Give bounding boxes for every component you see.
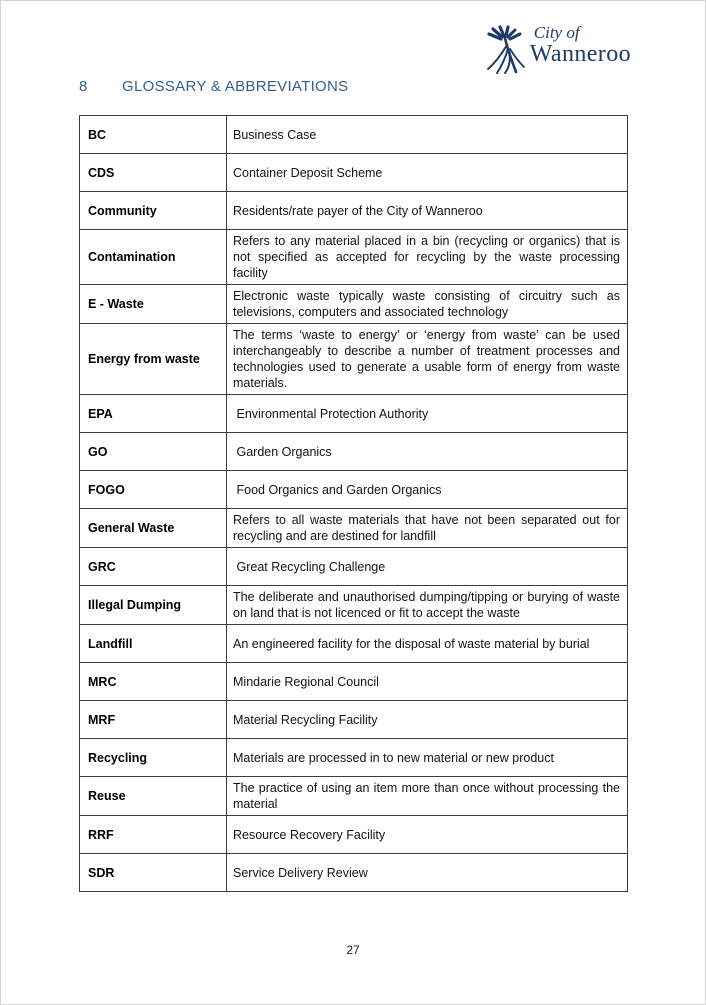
glossary-row bbox=[80, 509, 628, 548]
kangaroo-paw-icon bbox=[485, 25, 525, 74]
definition-cell: Service Delivery Review bbox=[227, 854, 628, 892]
glossary-row bbox=[80, 433, 628, 471]
definition-cell: Refers to any material placed in a bin (recycling or organics) that is not specified as accepted for recycling by the waste processing facility bbox=[227, 230, 628, 285]
section-heading bbox=[79, 78, 348, 95]
term-cell: Recycling bbox=[80, 739, 227, 777]
term-cell: Community bbox=[80, 192, 227, 230]
definition-cell: Food Organics and Garden Organics bbox=[227, 471, 628, 509]
term-cell: Illegal Dumping bbox=[80, 586, 227, 625]
glossary-row bbox=[80, 663, 628, 701]
definition-cell: An engineered facility for the disposal of waste material by burial bbox=[227, 625, 628, 663]
glossary-row bbox=[80, 154, 628, 192]
term-cell: GO bbox=[80, 433, 227, 471]
section-number: 8 bbox=[79, 78, 88, 95]
glossary-row bbox=[80, 625, 628, 663]
glossary-row bbox=[80, 777, 628, 816]
glossary-row bbox=[80, 192, 628, 230]
glossary-row bbox=[80, 116, 628, 154]
logo-city-of-text: City of bbox=[533, 23, 580, 42]
term-cell: Reuse bbox=[80, 777, 227, 816]
glossary-row bbox=[80, 739, 628, 777]
term-cell: GRC bbox=[80, 548, 227, 586]
glossary-row bbox=[80, 324, 628, 395]
glossary-row bbox=[80, 816, 628, 854]
definition-cell: Environmental Protection Authority bbox=[227, 395, 628, 433]
term-cell: EPA bbox=[80, 395, 227, 433]
term-cell: RRF bbox=[80, 816, 227, 854]
section-title: GLOSSARY & ABBREVIATIONS bbox=[122, 78, 349, 95]
definition-cell: The practice of using an item more than once without processing the material bbox=[227, 777, 628, 816]
term-cell: MRF bbox=[80, 701, 227, 739]
definition-cell: Mindarie Regional Council bbox=[227, 663, 628, 701]
glossary-table bbox=[79, 115, 628, 892]
glossary-row bbox=[80, 701, 628, 739]
definition-cell: Great Recycling Challenge bbox=[227, 548, 628, 586]
logo-text bbox=[530, 22, 631, 66]
term-cell: BC bbox=[80, 116, 227, 154]
term-cell: Energy from waste bbox=[80, 324, 227, 395]
page-number: 27 bbox=[346, 943, 360, 957]
glossary-row bbox=[80, 854, 628, 892]
definition-cell: Residents/rate payer of the City of Wanneroo bbox=[227, 192, 628, 230]
glossary-row bbox=[80, 395, 628, 433]
logo-wanneroo-text: Wanneroo bbox=[529, 41, 631, 67]
glossary-row bbox=[80, 285, 628, 324]
term-cell: SDR bbox=[80, 854, 227, 892]
glossary-table-body bbox=[80, 116, 628, 892]
glossary-row bbox=[80, 471, 628, 509]
glossary-row bbox=[80, 230, 628, 285]
glossary-row bbox=[80, 586, 628, 625]
term-cell: CDS bbox=[80, 154, 227, 192]
definition-cell: Business Case bbox=[227, 116, 628, 154]
term-cell: FOGO bbox=[80, 471, 227, 509]
definition-cell: Materials are processed in to new material or new product bbox=[227, 739, 628, 777]
definition-cell: Electronic waste typically waste consisting of circuitry such as televisions, computers and associated technology bbox=[227, 285, 628, 324]
definition-cell: Resource Recovery Facility bbox=[227, 816, 628, 854]
term-cell: Landfill bbox=[80, 625, 227, 663]
term-cell: MRC bbox=[80, 663, 227, 701]
definition-cell: The terms ‘waste to energy’ or ‘energy from waste’ can be used interchangeably to describe a number of treatment processes and technologies used to generate a usable form of energy from waste materials. bbox=[227, 324, 628, 395]
definition-cell: Container Deposit Scheme bbox=[227, 154, 628, 192]
term-cell: Contamination bbox=[80, 230, 227, 285]
city-of-wanneroo-logo bbox=[485, 22, 631, 74]
definition-cell: The deliberate and unauthorised dumping/tipping or burying of waste on land that is not licenced or fit to accept the waste bbox=[227, 586, 628, 625]
definition-cell: Material Recycling Facility bbox=[227, 701, 628, 739]
term-cell: E - Waste bbox=[80, 285, 227, 324]
term-cell: General Waste bbox=[80, 509, 227, 548]
definition-cell: Refers to all waste materials that have not been separated out for recycling and are destined for landfill bbox=[227, 509, 628, 548]
definition-cell: Garden Organics bbox=[227, 433, 628, 471]
glossary-row bbox=[80, 548, 628, 586]
